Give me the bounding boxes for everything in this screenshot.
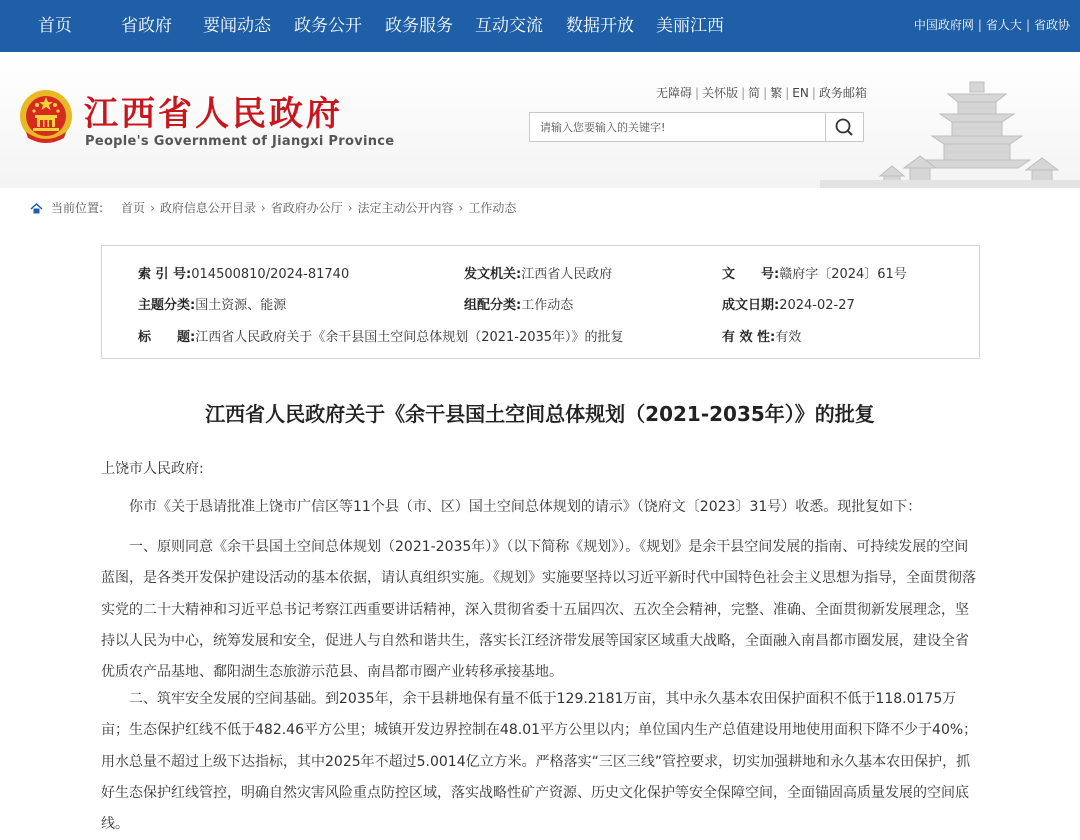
divider: |: [763, 86, 768, 100]
meta-value: 014500810/2024-81740: [191, 267, 350, 282]
meta-doc-number: [722, 263, 907, 282]
document-title: 江西省人民政府关于《余干县国土空间总体规划（2021-2035年）》的批复: [205, 402, 875, 426]
meta-value: 2024-02-27: [779, 298, 855, 313]
document-salutation: 上饶市人民政府:: [101, 461, 204, 477]
divider: |: [977, 18, 982, 32]
site-subtitle: People's Government of Jiangxi Province: [85, 134, 395, 149]
nav-item-open-data[interactable]: 数据开放: [566, 16, 634, 36]
top-external-links: [914, 0, 1070, 52]
link-accessibility[interactable]: 无障碍: [656, 86, 693, 100]
meta-label: 主题分类:: [138, 298, 196, 313]
nav-item-home[interactable]: 首页: [38, 16, 72, 36]
site-title[interactable]: 江西省人民政府: [84, 94, 343, 134]
document-paragraph: 你市《关于恳请批准上饶市广信区等11个县（市、区）国土空间总体规划的请示》（饶府文〔2023〕31号）收悉。现批复如下：: [129, 499, 922, 515]
chevron-right-icon: ›: [347, 201, 353, 215]
nav-item-beautiful-jiangxi[interactable]: 美丽江西: [656, 16, 724, 36]
nav-item-news[interactable]: 要闻动态: [203, 16, 271, 36]
chevron-right-icon: ›: [150, 201, 155, 215]
divider: |: [811, 86, 816, 100]
link-english[interactable]: EN: [792, 86, 809, 100]
chevron-right-icon: ›: [458, 201, 464, 215]
breadcrumb-info-catalog[interactable]: 政府信息公开目录: [159, 201, 256, 215]
document-metadata-box: [101, 245, 980, 359]
meta-category: [464, 294, 573, 313]
link-traditional[interactable]: 繁: [770, 86, 783, 100]
link-care-mode[interactable]: 关怀版: [702, 86, 739, 100]
search-input[interactable]: [529, 112, 825, 142]
link-china-gov[interactable]: 中国政府网: [913, 18, 974, 32]
meta-label: 文 号:: [722, 267, 780, 282]
document-paragraph: 一、原则同意《余干县国土空间总体规划（2021-2035年）》（以下简称《规划》）。《规划》是余干县空间发展的指南、可持续发展的空间蓝图，是各类开发保护建设活动的基本依据，请认真组织实施。《规划》实施要坚持以习近平新时代中国特色社会主义思想为指导，全面贯彻落实党的二十大精神和习近平总书记考察江西重要讲话精神，深入贯彻省委十五届四次、五次全会精神，完整、准确、全面贯彻新发展理念，坚持以人民为中心，统筹发展和安全，促进人与自然和谐共生，落实长江经济带发展等国家区域重大战略，全面融入南昌都市圈发展，建设全省优质农产品基地、鄱阳湖生态旅游示范县、南昌都市圈产业转移承接基地。: [101, 539, 976, 681]
meta-validity: [722, 326, 801, 345]
meta-label: 索 引 号:: [138, 267, 192, 282]
meta-issuer: [464, 263, 612, 282]
meta-value: 江西省人民政府关于《余干县国土空间总体规划（2021-2035年）》的批复: [195, 330, 624, 345]
link-cppcc[interactable]: 省政协: [1033, 18, 1070, 32]
nav-item-interaction[interactable]: 互动交流: [475, 16, 543, 36]
meta-label: 标 题:: [138, 330, 196, 345]
meta-title: [138, 326, 624, 345]
meta-value: 有效: [775, 330, 802, 345]
document-paragraph: 二、筑牢安全发展的空间基础。到2035年，余干县耕地保有量不低于129.2181万亩，其中永久基本农田保护面积不低于118.0175万亩；生态保护红线不低于482.46平方公里；城镇开发边界控制在48.01平方公里以内；单位国内生产总值建设用地使用面积下降不少于40%；用水总量不超过上级下达指标，其中2025年不超过5.0014亿立方米。严格落实“三区三线”管控要求，切实加强耕地和永久基本农田保护，抓好生态保护红线管控，明确自然灾害风险重点防控区域，落实战略性矿产资源、历史文化保护等安全保障空间，全面锚固高质量发展的空间底线。: [101, 691, 978, 833]
nav-item-gov-affairs-open[interactable]: 政务公开: [294, 16, 362, 36]
home-icon: [30, 203, 43, 214]
site-header: [0, 52, 1080, 188]
chevron-right-icon: ›: [260, 201, 266, 215]
link-provincial-congress[interactable]: 省人大: [985, 18, 1022, 32]
divider: |: [695, 86, 700, 100]
breadcrumb: [30, 199, 516, 216]
meta-label: 发文机关:: [464, 267, 522, 282]
meta-label: 有 效 性:: [722, 330, 776, 345]
meta-date: [722, 294, 855, 313]
meta-index-number: [138, 263, 349, 282]
meta-value: 江西省人民政府: [521, 267, 613, 282]
divider: |: [1025, 18, 1030, 32]
meta-value: 国土资源、能源: [195, 298, 287, 313]
meta-topic: [138, 294, 286, 313]
breadcrumb-label: 当前位置:: [51, 201, 104, 215]
nav-item-provincial-gov[interactable]: 省政府: [121, 16, 172, 36]
breadcrumb-work-news[interactable]: 工作动态: [468, 201, 517, 215]
divider: |: [741, 86, 746, 100]
breadcrumb-general-office[interactable]: 省政府办公厅: [270, 201, 343, 215]
meta-label: 组配分类:: [464, 298, 522, 313]
breadcrumb-home[interactable]: 首页: [121, 201, 146, 215]
nav-item-gov-services[interactable]: 政务服务: [385, 16, 453, 36]
meta-label: 成文日期:: [722, 298, 780, 313]
divider: |: [785, 86, 790, 100]
top-nav-bar: [0, 0, 1080, 52]
breadcrumb-public-content[interactable]: 法定主动公开内容: [357, 201, 454, 215]
link-simplified[interactable]: 简: [748, 86, 761, 100]
meta-value: 工作动态: [521, 298, 574, 313]
link-gov-mail[interactable]: 政务邮箱: [818, 86, 867, 100]
pavilion-skyline-icon: [820, 72, 1080, 188]
national-emblem-icon: [18, 88, 74, 146]
meta-value: 赣府字〔2024〕61号: [779, 267, 907, 282]
